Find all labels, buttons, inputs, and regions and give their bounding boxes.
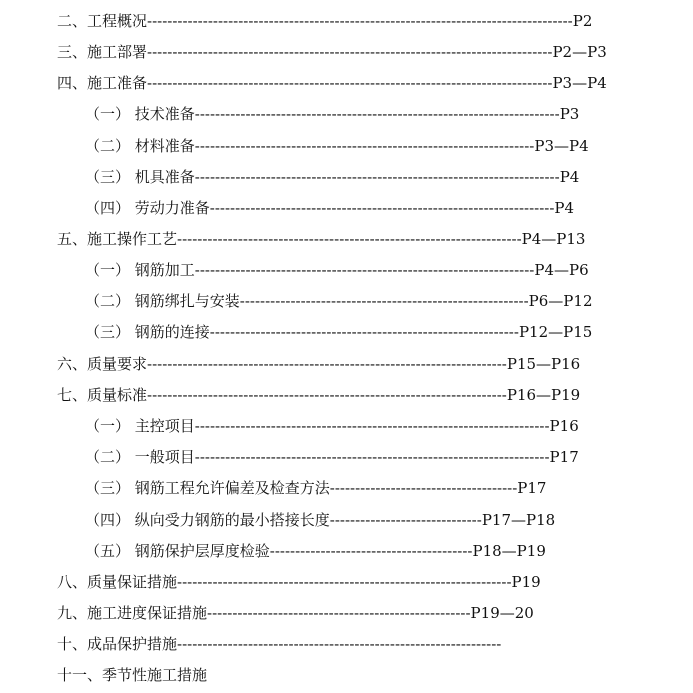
toc-subentry-4-3: （三） 机具准备------------------------------------------------------------------------P4 (85, 168, 580, 186)
toc-subentry-5-3: （三） 钢筋的连接-------------------------------------------------------------P12—P15 (85, 323, 593, 341)
toc-subentry-7-1: （一） 主控项目----------------------------------------------------------------------P16 (85, 417, 579, 435)
toc-subentry-5-2: （二） 钢筋绑扎与安装---------------------------------------------------------P6—P12 (85, 292, 593, 310)
toc-subentry-4-4: （四） 劳动力准备--------------------------------------------------------------------P4 (85, 199, 575, 217)
toc-subentry-7-3: （三） 钢筋工程允许偏差及检查方法-------------------------------------P17 (85, 479, 547, 497)
toc-entry-6: 六、质量要求-----------------------------------------------------------------------P15—P16 (57, 355, 581, 373)
toc-entry-7: 七、质量标准-----------------------------------------------------------------------P16—P19 (57, 386, 581, 404)
toc-entry-9: 九、施工进度保证措施----------------------------------------------------P19—20 (57, 604, 534, 622)
toc-entry-5: 五、施工操作工艺--------------------------------------------------------------------P4—P13 (57, 230, 586, 248)
toc-entry-8: 八、质量保证措施------------------------------------------------------------------P19 (57, 573, 541, 591)
toc-subentry-7-4: （四） 纵向受力钢筋的最小搭接长度------------------------------P17—P18 (85, 511, 556, 529)
toc-subentry-7-5: （五） 钢筋保护层厚度检验----------------------------------------P18—P19 (85, 542, 546, 560)
toc-subentry-7-2: （二） 一般项目----------------------------------------------------------------------P17 (85, 448, 579, 466)
toc-entry-4: 四、施工准备--------------------------------------------------------------------------------P3—P4 (57, 74, 607, 92)
toc-subentry-5-1: （一） 钢筋加工-------------------------------------------------------------------P4—P6 (85, 261, 589, 279)
toc-entry-10: 十、成品保护措施---------------------------------------------------------------- (57, 635, 502, 653)
toc-subentry-4-2: （二） 材料准备-------------------------------------------------------------------P3—P4 (85, 137, 589, 155)
toc-subentry-4-1: （一） 技术准备------------------------------------------------------------------------P3 (85, 105, 580, 123)
toc-entry-11: 十一、季节性施工措施 (57, 666, 208, 684)
toc-entry-3: 三、施工部署--------------------------------------------------------------------------------P2—P3 (57, 43, 607, 61)
toc-entry-2: 二、工程概况------------------------------------------------------------------------------------P2 (57, 12, 593, 30)
